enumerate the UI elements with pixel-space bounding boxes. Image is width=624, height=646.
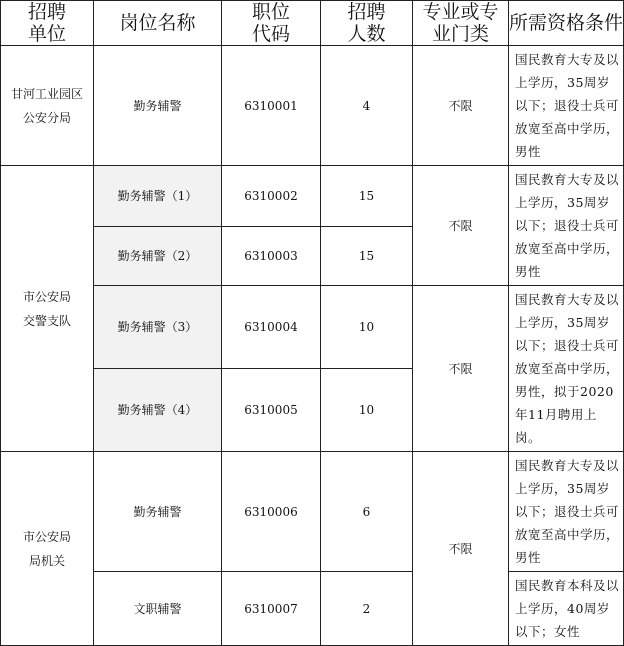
header-major-line2: 业门类 xyxy=(431,23,489,45)
position-cell: 勤务辅警 xyxy=(94,452,222,572)
header-unit xyxy=(1,1,94,46)
major-cell: 不限 xyxy=(413,286,509,452)
requirements-cell: 国民教育大专及以上学历，35周岁以下；退役士兵可放宽至高中学历，男性 xyxy=(509,452,624,572)
header-row xyxy=(1,1,624,46)
table-row xyxy=(1,572,624,646)
unit-line: 交警支队 xyxy=(22,313,71,328)
position-cell: 勤务辅警（2） xyxy=(94,227,222,286)
header-major xyxy=(413,1,509,46)
count-cell: 4 xyxy=(321,46,413,166)
count-cell: 2 xyxy=(321,572,413,646)
unit-line: 市公安局 xyxy=(22,289,71,304)
code-cell: 6310001 xyxy=(222,46,321,166)
count-cell: 6 xyxy=(321,452,413,572)
requirements-cell: 国民教育大专及以上学历，35周岁以下；退役士兵可放宽至高中学历，男性 xyxy=(509,166,624,286)
header-count-line2: 人数 xyxy=(347,23,386,45)
count-cell: 10 xyxy=(321,286,413,369)
major-cell: 不限 xyxy=(413,46,509,166)
code-cell: 6310007 xyxy=(222,572,321,646)
header-code-line1: 职位 xyxy=(251,1,290,23)
header-major-line1: 专业或专 xyxy=(422,1,499,23)
count-cell: 15 xyxy=(321,166,413,227)
header-code xyxy=(222,1,321,46)
unit-cell xyxy=(1,452,94,646)
position-cell: 文职辅警 xyxy=(94,572,222,646)
requirements-cell: 国民教育大专及以上学历，35周岁以下；退役士兵可放宽至高中学历，男性，拟于2020年11月聘用上岗。 xyxy=(509,286,624,452)
table-row xyxy=(1,46,624,166)
count-cell: 15 xyxy=(321,227,413,286)
position-cell: 勤务辅警（1） xyxy=(94,166,222,227)
position-cell: 勤务辅警（3） xyxy=(94,286,222,369)
position-cell: 勤务辅警（4） xyxy=(94,369,222,452)
header-unit-line2: 单位 xyxy=(27,23,66,45)
major-cell: 不限 xyxy=(413,452,509,646)
unit-line: 公安分局 xyxy=(22,110,71,125)
major-cell: 不限 xyxy=(413,166,509,286)
requirements-cell: 国民教育大专及以上学历，35周岁以下；退役士兵可放宽至高中学历，男性 xyxy=(509,46,624,166)
code-cell: 6310002 xyxy=(222,166,321,227)
table-row xyxy=(1,166,624,227)
header-count xyxy=(321,1,413,46)
header-requirements: 所需资格条件 xyxy=(509,1,624,46)
requirements-cell: 国民教育本科及以上学历，40周岁以下；女性 xyxy=(509,572,624,646)
position-cell: 勤务辅警 xyxy=(94,46,222,166)
header-code-line2: 代码 xyxy=(251,23,290,45)
unit-line: 局机关 xyxy=(28,553,65,568)
header-count-line1: 招聘 xyxy=(347,1,386,23)
code-cell: 6310004 xyxy=(222,286,321,369)
code-cell: 6310005 xyxy=(222,369,321,452)
count-cell: 10 xyxy=(321,369,413,452)
unit-cell xyxy=(1,46,94,166)
table-row xyxy=(1,286,624,369)
header-position-name: 岗位名称 xyxy=(94,1,222,46)
unit-cell xyxy=(1,166,94,452)
unit-line: 甘河工业园区 xyxy=(10,86,83,101)
code-cell: 6310006 xyxy=(222,452,321,572)
header-unit-line1: 招聘 xyxy=(27,1,66,23)
table-row xyxy=(1,452,624,572)
unit-line: 市公安局 xyxy=(22,529,71,544)
code-cell: 6310003 xyxy=(222,227,321,286)
